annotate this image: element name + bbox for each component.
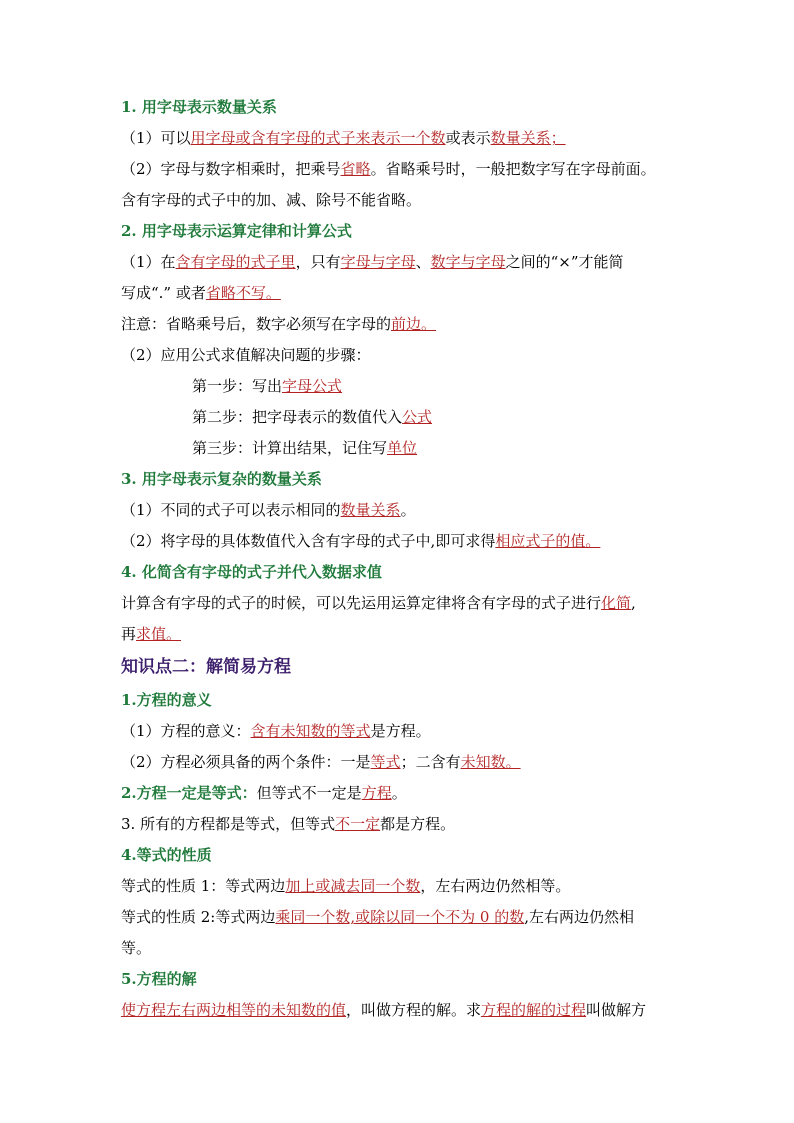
- text-segment: 第三步：计算出结果，记住写: [192, 439, 388, 457]
- underlined-answer: 相应式子的值。: [495, 532, 601, 550]
- text-segment: 等。: [121, 939, 152, 957]
- underlined-answer: 含有未知数的等式: [250, 722, 371, 740]
- underlined-answer: 未知数。: [460, 753, 521, 771]
- text-segment: 写成“.” 或者: [121, 284, 206, 302]
- section-heading: [121, 562, 382, 582]
- paragraph-line: [121, 624, 181, 644]
- paragraph-line: [121, 876, 570, 896]
- text-segment: 。: [391, 784, 407, 802]
- text-segment: 第二步：把字母表示的数值代入: [192, 408, 403, 426]
- paragraph-line: [121, 1000, 646, 1020]
- text-segment: 2.方程一定是等式：: [121, 784, 257, 802]
- underlined-answer: 前边。: [391, 315, 437, 333]
- text-segment: 3. 所有的方程都是等式，但等式: [121, 815, 336, 833]
- section-heading: [121, 845, 212, 865]
- text-segment: ,: [631, 594, 636, 612]
- text-segment: 是方程。: [370, 722, 431, 740]
- underlined-answer: 数量关系；: [490, 129, 566, 147]
- paragraph-line: [121, 783, 407, 803]
- paragraph-line: [121, 252, 624, 272]
- paragraph-line: [192, 438, 417, 458]
- text-segment: 再: [121, 625, 137, 643]
- underlined-answer: 方程: [361, 784, 392, 802]
- section-heading: [121, 657, 291, 677]
- text-segment: 含有字母的式子中的加、减、除号不能省略。: [121, 191, 422, 209]
- text-segment: 1.方程的意义: [121, 691, 212, 709]
- text-segment: ，左右两边仍然相等。: [420, 877, 571, 895]
- paragraph-line: [121, 938, 151, 958]
- section-heading: [121, 690, 212, 710]
- text-segment: 、: [415, 253, 431, 271]
- paragraph-line: [121, 128, 566, 148]
- paragraph-line: [121, 721, 431, 741]
- text-segment: 注意：省略乘号后，数字必须写在字母的: [121, 315, 392, 333]
- text-segment: 4. 化简含有字母的式子并代入数据求值: [121, 563, 382, 581]
- text-segment: 4.等式的性质: [121, 846, 212, 864]
- paragraph-line: [121, 283, 281, 303]
- underlined-answer: 化简: [601, 594, 632, 612]
- text-segment: 计算含有字母的式子的时候，可以先运用运算定律将含有字母的式子进行: [121, 594, 602, 612]
- section-heading: [121, 97, 277, 117]
- text-segment: 知识点二：解简易方程: [121, 657, 291, 677]
- text-segment: 之间的“×”才能简: [505, 253, 624, 271]
- text-segment: 。省略乘号时，一般把数字写在字母前面。: [370, 160, 656, 178]
- section-heading: [121, 469, 322, 489]
- text-segment: （1）在: [121, 253, 176, 271]
- underlined-answer: 数量关系: [340, 501, 401, 519]
- text-segment: 5.方程的解: [121, 970, 197, 988]
- text-segment: 等式的性质 1：等式两边: [121, 877, 286, 895]
- paragraph-line: [121, 190, 421, 210]
- paragraph-line: [121, 907, 634, 927]
- text-segment: ，只有: [295, 253, 341, 271]
- text-segment: 。: [400, 501, 416, 519]
- text-segment: 叫做解方: [586, 1001, 647, 1019]
- underlined-answer: 含有字母的式子里: [175, 253, 296, 271]
- underlined-answer: 省略不写。: [205, 284, 281, 302]
- text-segment: （2）字母与数字相乘时，把乘号: [121, 160, 341, 178]
- paragraph-line: [121, 314, 436, 334]
- text-segment: 2. 用字母表示运算定律和计算公式: [121, 222, 352, 240]
- paragraph-line: [121, 752, 521, 772]
- text-segment: （2）应用公式求值解决问题的步骤：: [121, 346, 371, 364]
- underlined-answer: 使方程左右两边相等的未知数的值: [121, 1001, 347, 1019]
- text-segment: ,左右两边仍然相: [524, 908, 635, 926]
- paragraph-line: [121, 500, 416, 520]
- underlined-answer: 不一定: [335, 815, 381, 833]
- text-segment: 第一步：写出: [192, 377, 283, 395]
- underlined-answer: 乘同一个数,或除以同一个不为 0 的数: [275, 908, 525, 926]
- underlined-answer: 字母公式: [282, 377, 343, 395]
- paragraph-line: [121, 531, 600, 551]
- text-segment: ，叫做方程的解。求: [346, 1001, 482, 1019]
- underlined-answer: 字母与字母: [340, 253, 416, 271]
- text-segment: （1）方程的意义：: [121, 722, 251, 740]
- underlined-answer: 等式: [370, 753, 401, 771]
- underlined-answer: 用字母或含有字母的式子来表示一个数: [190, 129, 446, 147]
- paragraph-line: [121, 159, 656, 179]
- paragraph-line: [121, 345, 371, 365]
- text-segment: ；二含有: [400, 753, 461, 771]
- text-segment: 都是方程。: [380, 815, 456, 833]
- underlined-answer: 省略: [340, 160, 371, 178]
- text-segment: （2）方程必须具备的两个条件：一是: [121, 753, 371, 771]
- text-segment: 或表示: [445, 129, 491, 147]
- section-heading: [121, 221, 352, 241]
- paragraph-line: [121, 814, 455, 834]
- text-segment: （1）可以: [121, 129, 191, 147]
- paragraph-line: [192, 376, 342, 396]
- paragraph-line: [121, 593, 636, 613]
- text-segment: 等式的性质 2:等式两边: [121, 908, 276, 926]
- paragraph-line: [192, 407, 432, 427]
- section-heading: [121, 969, 197, 989]
- text-segment: 1. 用字母表示数量关系: [121, 98, 277, 116]
- underlined-answer: 公式: [402, 408, 433, 426]
- underlined-answer: 数字与字母: [430, 253, 506, 271]
- underlined-answer: 单位: [387, 439, 418, 457]
- underlined-answer: 方程的解的过程: [481, 1001, 587, 1019]
- text-segment: 但等式不一定是: [256, 784, 362, 802]
- text-segment: （2）将字母的具体数值代入含有字母的式子中,即可求得: [121, 532, 496, 550]
- text-segment: 3. 用字母表示复杂的数量关系: [121, 470, 322, 488]
- underlined-answer: 求值。: [136, 625, 182, 643]
- text-segment: （1）不同的式子可以表示相同的: [121, 501, 341, 519]
- underlined-answer: 加上或减去同一个数: [285, 877, 421, 895]
